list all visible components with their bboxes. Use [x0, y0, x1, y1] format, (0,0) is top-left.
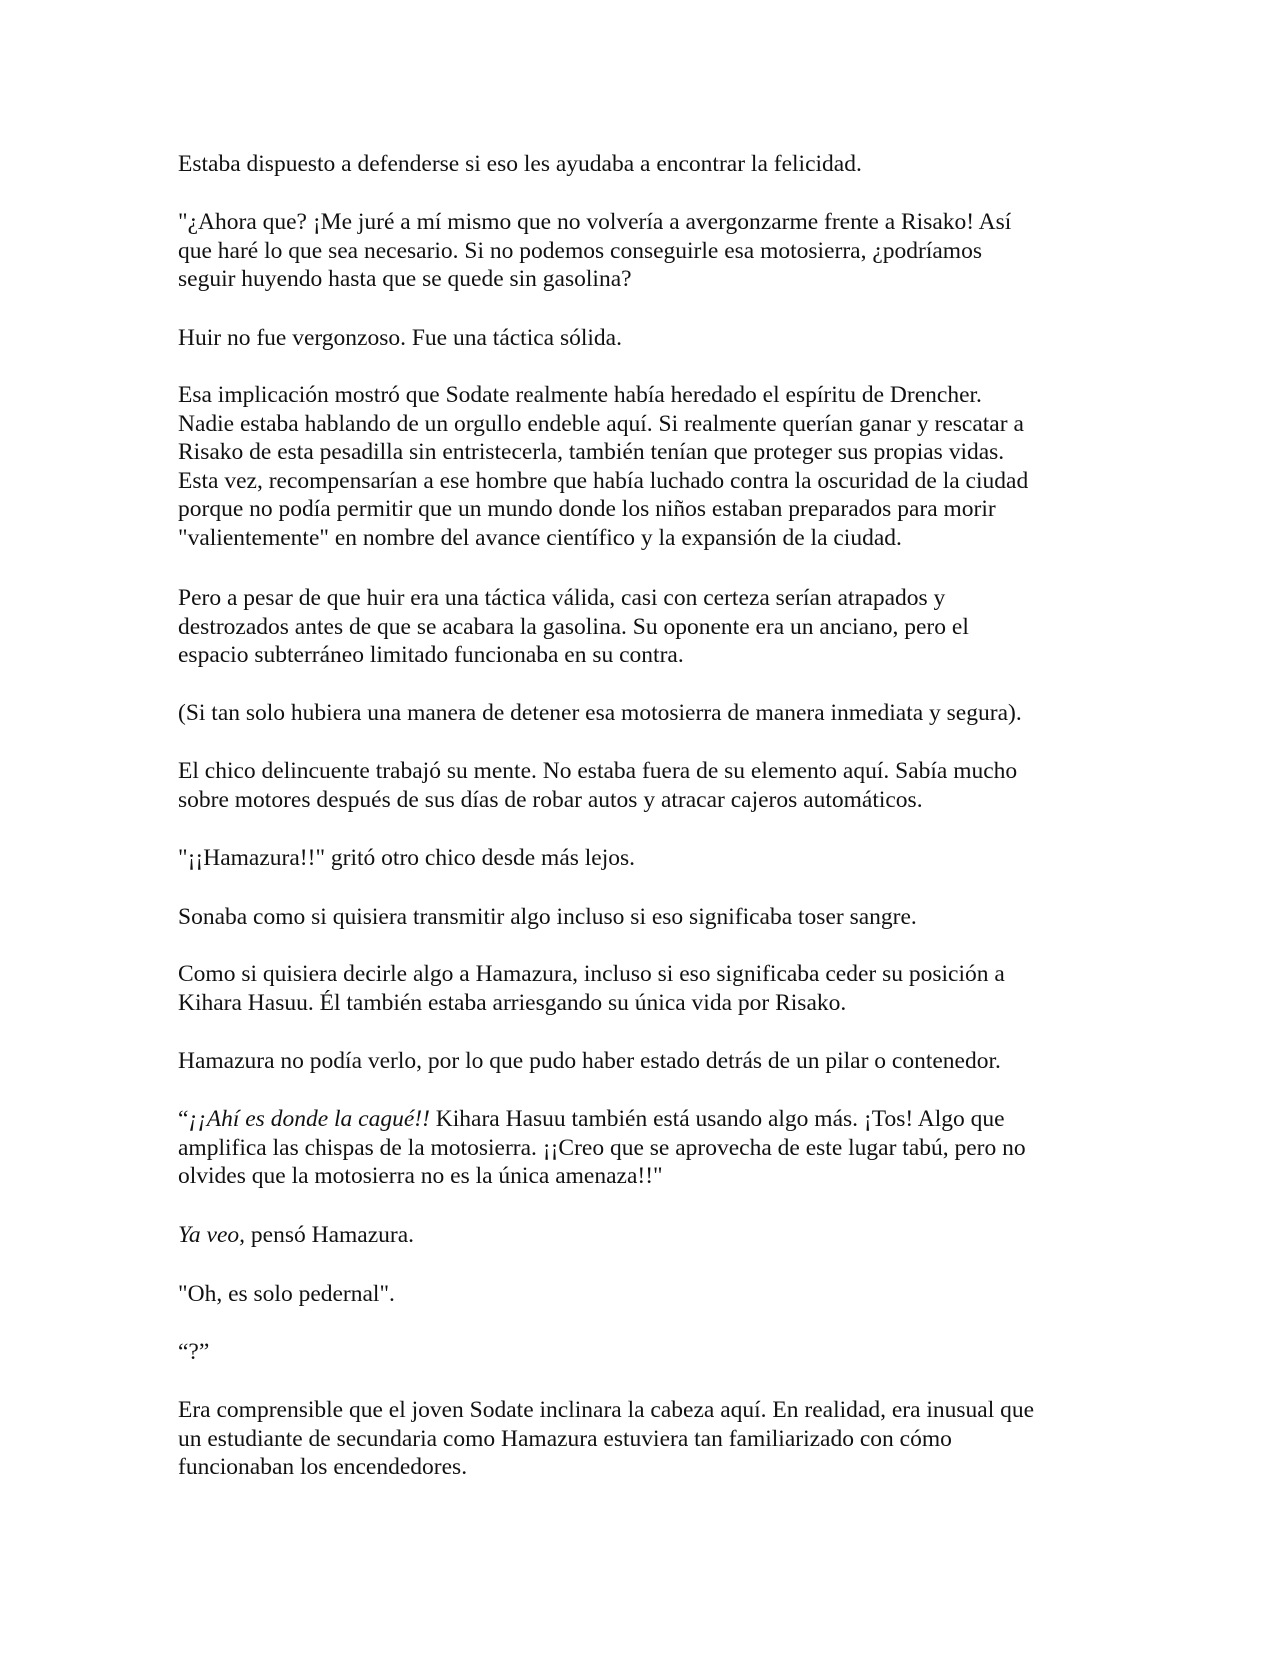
- paragraph: [178, 1221, 414, 1250]
- text-line: "¿Ahora que? ¡Me juré a mí mismo que no volvería a avergonzarme frente a Risako! Así: [178, 209, 1012, 235]
- text-segment: Kihara Hasuu también está usando algo más. ¡Tos! Algo que: [429, 1106, 1005, 1132]
- text-line: que haré lo que sea necesario. Si no podemos conseguirle esa motosierra, ¿podríamos: [178, 237, 982, 264]
- text-line: "valientemente" en nombre del avance científico y la expansión de la ciudad.: [178, 524, 902, 551]
- paragraph: [178, 1047, 1001, 1076]
- text-line: funcionaban los encendedores.: [178, 1454, 468, 1480]
- text-segment: pensó Hamazura.: [245, 1222, 415, 1248]
- text-line: Kihara Hasuu. Él también estaba arriesgando su única vida por Risako.: [178, 989, 847, 1016]
- paragraph: [178, 844, 635, 873]
- italic-text: ¡¡Ahí es donde la cagué!!: [188, 1106, 430, 1132]
- paragraph: [178, 324, 622, 353]
- paragraph: [178, 584, 969, 670]
- text-line: destrozados antes de que se acabara la gasolina. Su oponente era un anciano, pero el: [178, 613, 969, 640]
- paragraph: [178, 1105, 1026, 1191]
- paragraph: [178, 757, 1017, 814]
- text-line: seguir huyendo hasta que se quede sin gasolina?: [178, 266, 632, 292]
- paragraph: [178, 381, 1028, 552]
- text-line: un estudiante de secundaria como Hamazura estuviera tan familiarizado con cómo: [178, 1425, 952, 1452]
- text-line: El chico delincuente trabajó su mente. No estaba fuera de su elemento aquí. Sabía mucho: [178, 758, 1018, 784]
- paragraph: [178, 1396, 1034, 1482]
- text-line: Esa implicación mostró que Sodate realmente había heredado el espíritu de Drencher.: [178, 382, 982, 408]
- text-line: [178, 1105, 1026, 1134]
- text-line: sobre motores después de sus días de robar autos y atracar cajeros automáticos.: [178, 786, 923, 813]
- text-line: Sonaba como si quisiera transmitir algo incluso si eso significaba toser sangre.: [178, 904, 917, 930]
- text-line: Estaba dispuesto a defenderse si eso les ayudaba a encontrar la felicidad.: [178, 151, 862, 177]
- text-line: Esta vez, recompensarían a ese hombre que había luchado contra la oscuridad de la ciudad: [178, 467, 1029, 494]
- text-line: [178, 1221, 414, 1250]
- text-line: espacio subterráneo limitado funcionaba en su contra.: [178, 642, 684, 668]
- text-line: Hamazura no podía verlo, por lo que pudo haber estado detrás de un pilar o contenedor.: [178, 1048, 1001, 1074]
- text-line: porque no podía permitir que un mundo donde los niños estaban preparados para morir: [178, 496, 996, 522]
- text-line: Risako de esta pesadilla sin entristecerla, también tenían que proteger sus propias vidas.: [178, 439, 1005, 465]
- text-line: amplifica las chispas de la motosierra. ¡¡Creo que se aprovecha de este lugar tabú, pero no: [178, 1134, 1026, 1161]
- text-line: "¡¡Hamazura!!" gritó otro chico desde más lejos.: [178, 845, 636, 871]
- paragraph: [178, 1338, 209, 1367]
- paragraph: [178, 699, 1022, 728]
- text-line: olvides que la motosierra no es la única amenaza!!": [178, 1163, 663, 1189]
- paragraph: [178, 150, 862, 179]
- text-line: Pero a pesar de que huir era una táctica válida, casi con certeza serían atrapados y: [178, 585, 946, 611]
- text-line: "Oh, es solo pedernal".: [178, 1281, 395, 1307]
- text-line: Como si quisiera decirle algo a Hamazura, incluso si eso significaba ceder su posición a: [178, 961, 1005, 987]
- paragraph: [178, 903, 917, 932]
- italic-text: Ya veo,: [178, 1222, 246, 1248]
- text-line: “?”: [178, 1339, 210, 1365]
- paragraph: [178, 960, 1005, 1017]
- text-line: Era comprensible que el joven Sodate inclinara la cabeza aquí. En realidad, era inusual que: [178, 1397, 1035, 1423]
- paragraph: [178, 208, 1011, 294]
- text-line: (Si tan solo hubiera una manera de detener esa motosierra de manera inmediata y segura).: [178, 700, 1022, 726]
- quote-mark: “: [178, 1106, 189, 1132]
- paragraph: [178, 1280, 395, 1309]
- text-line: Nadie estaba hablando de un orgullo endeble aquí. Si realmente querían ganar y rescatar a: [178, 410, 1024, 437]
- text-line: Huir no fue vergonzoso. Fue una táctica sólida.: [178, 325, 622, 351]
